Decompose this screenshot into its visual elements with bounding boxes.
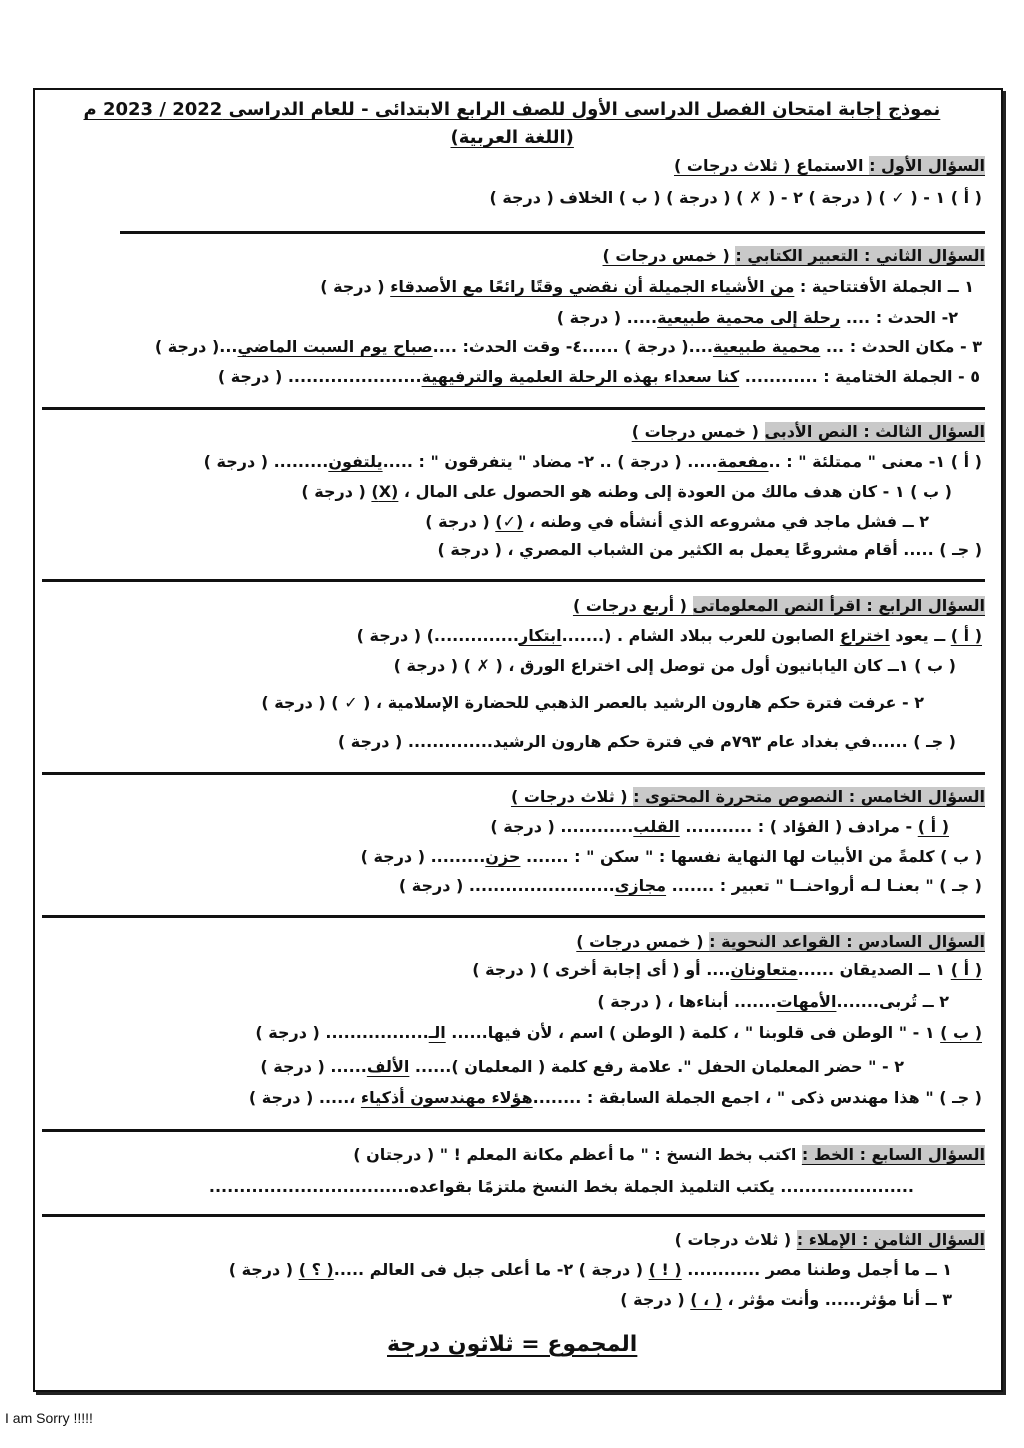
answer-line	[620, 1288, 952, 1312]
answer-text: ( أربع درجات )	[572, 596, 693, 615]
line-text: الصابون للعرب ببلاد الشام . (.......	[561, 626, 840, 645]
answer-line	[155, 335, 982, 359]
answer-text: محمية طبيعية	[712, 337, 821, 356]
question-header	[573, 594, 985, 618]
answer-text: الألف	[366, 1057, 410, 1076]
answer-line	[249, 1086, 982, 1110]
document-title	[84, 98, 941, 122]
answer-text: ( خمس درجات )	[631, 422, 765, 441]
question-header	[674, 154, 985, 178]
answer-line	[301, 480, 952, 504]
line-text: اكتب بخط النسخ : " ما أعظم مكانة المعلم ! " ( درجتان )	[353, 1145, 802, 1164]
line-text: ٢ - " حضر المعلمان الحفل ". علامة رفع كلمة ( المعلمان )......	[409, 1057, 904, 1076]
line-text: ( جـ ) " بعنـا لـه أرواحنــا " تعبير : .......	[666, 876, 982, 895]
line-text: ١ ــ ما أجمل وطننا مصر ............	[681, 1260, 952, 1279]
answer-text: ( ب )	[940, 1023, 982, 1042]
answer-line	[209, 1175, 914, 1199]
line-text: ( درجة )	[301, 482, 372, 501]
answer-text: الاستماع ( ثلاث درجات )	[673, 156, 870, 175]
section-divider	[42, 407, 985, 410]
question-header	[603, 244, 985, 268]
line-text: ١ ــ الجملة الأفتتاحية :	[794, 277, 974, 296]
answer-text: (✓)	[495, 512, 524, 531]
section-divider	[120, 231, 985, 234]
answer-text: ابتكار	[519, 626, 562, 645]
answer-text: رحلة إلى محمية طبيعية	[657, 308, 841, 327]
line-text: ( درجة )	[425, 512, 496, 531]
answer-line	[472, 958, 982, 982]
line-text: ............ ( درجة )	[490, 817, 634, 836]
answer-line	[255, 1021, 982, 1045]
answer-line	[425, 510, 929, 534]
question-title: السؤال الثالث : النص الأدبى	[764, 422, 985, 441]
line-text: ٢ ــ تُربى.......	[836, 992, 949, 1011]
section-divider	[42, 1129, 985, 1132]
line-text: ١ - " الوطن فى قلوبنا " ، كلمة ( الوطن ) اسم ، لأن فيها......	[445, 1023, 941, 1042]
question-header	[675, 1228, 985, 1252]
answer-line	[204, 450, 982, 474]
answer-text: يلتفون	[328, 452, 383, 471]
question-title: السؤال الأول :	[869, 156, 985, 175]
line-text: .... أو ( أى إجابة أخرى ) ( درجة )	[472, 960, 731, 979]
answer-text: ( ثلاث درجات )	[510, 787, 634, 806]
answer-text: ( أ )	[917, 817, 949, 836]
line-text: ( جـ ) " هذا مهندس ذكى " ، اجمع الجملة السابقة : ........	[532, 1088, 982, 1107]
answer-line	[320, 275, 974, 299]
question-title: السؤال الثاني : التعبير الكتابي :	[735, 246, 985, 265]
line-text: ...................... يكتب التلميذ الجملة بخط النسخ ملتزمًا بقواعده.................................	[208, 1177, 914, 1196]
question-title: السؤال الثامن : الإملاء :	[796, 1230, 985, 1249]
answer-text: الأمهات	[776, 992, 837, 1011]
answer-line	[490, 815, 949, 839]
answer-line	[261, 691, 924, 715]
line-text: ( أ ) ١- معنى " ممتلئة " : ..	[768, 452, 982, 471]
line-text: ..... ( درجة )	[556, 308, 658, 327]
answer-line	[361, 845, 982, 869]
line-text: ( أ ) ١ - ( ✓ ) ( درجة ) ٢ - ( ✗ ) ( درجة ) ( ب ) الخلاف ( درجة )	[489, 188, 982, 207]
answer-line	[218, 365, 980, 389]
answer-text: من الأشياء الجميلة أن نقضي وقتًا رائعًا مع الأصدقاء	[390, 277, 795, 296]
line-text: ( ب ) كلمةً من الأبيات لها النهاية نفسها : " سكن " : .......	[520, 847, 982, 866]
answer-text: مجازى	[614, 876, 667, 895]
answer-text: الـ	[428, 1023, 446, 1042]
line-text: ٢- الحدث : ....	[840, 308, 958, 327]
line-text: ،..... ( درجة )	[248, 1088, 361, 1107]
line-text: ( ب ) ١ - كان هدف مالك من العودة إلى وطنه هو الحصول على المال ،	[398, 482, 952, 501]
question-header	[511, 785, 985, 809]
section-divider	[42, 915, 985, 918]
document-subject	[451, 126, 574, 150]
answer-line	[489, 186, 982, 210]
answer-text: (اللغة العربية)	[450, 127, 574, 148]
answer-line	[437, 538, 982, 562]
section-divider	[42, 579, 985, 582]
line-text: ٥ - الجملة الختامية : ............	[739, 367, 980, 386]
line-text: ..............) ( درجة )	[356, 626, 520, 645]
line-text: ......... ( درجة )	[360, 847, 486, 866]
line-text: ــ يعود	[889, 626, 951, 645]
total-score	[387, 1333, 637, 1357]
answer-text: صباح يوم السبت الماضي	[237, 337, 433, 356]
answer-text: ( أ )	[950, 960, 982, 979]
answer-text: كنا سعداء بهذه الرحلة العلمية والترفيهية	[421, 367, 740, 386]
answer-text: ( خمس درجات )	[576, 932, 710, 951]
line-text: ٣ - مكان الحدث : ...	[820, 337, 982, 356]
line-text: ................. ( درجة )	[255, 1023, 429, 1042]
answer-text: المجموع = ثلاثون درجة	[387, 1332, 638, 1357]
line-text: ( ثلاث درجات )	[674, 1230, 797, 1249]
question-header	[576, 930, 985, 954]
line-text: - مرادف ( الفؤاد ) : ...........	[679, 817, 918, 836]
question-header	[353, 1143, 985, 1167]
line-text: ( درجة )	[320, 277, 391, 296]
answer-text: القلب	[633, 817, 680, 836]
section-divider	[42, 1214, 985, 1217]
line-text: ( ب ) ١ــ كان اليابانيون أول من توصل إلى اختراع الورق ، ( ✗ ) ( درجة )	[393, 656, 956, 675]
answer-line	[399, 874, 982, 898]
question-header	[632, 420, 985, 444]
answer-text: هؤلاء مهندسون أذكياء	[360, 1088, 533, 1107]
line-text: ١ ــ الصديقان ......	[797, 960, 951, 979]
answer-text: مفعمة	[717, 452, 769, 471]
answer-text: (X)	[371, 482, 399, 501]
line-text: ( درجة ) ٢- ما أعلى جبل فى العالم .....	[333, 1260, 649, 1279]
question-title: السؤال الرابع : اقرأ النص المعلوماتى	[692, 596, 985, 615]
line-text: ( درجة )	[228, 1260, 299, 1279]
line-text: ...... ( درجة )	[260, 1057, 367, 1076]
question-title: السؤال السادس : القواعد النحوية :	[709, 932, 985, 951]
answer-line	[557, 306, 958, 330]
section-divider	[42, 772, 985, 775]
question-title: السؤال السابع : الخط :	[801, 1145, 985, 1164]
answer-text: ( ، )	[690, 1290, 723, 1309]
answer-text: متعاونان	[730, 960, 798, 979]
line-text: ....... أبناءها ، ( درجة )	[597, 992, 777, 1011]
line-text: ٢ - عرفت فترة حكم هارون الرشيد بالعصر الذهبي للحضارة الإسلامية ، ( ✓ ) ( درجة )	[261, 693, 924, 712]
answer-text: ( ! )	[648, 1260, 682, 1279]
line-text: ( جـ ) ......في بغداد عام ٧٩٣م في فترة حكم هارون الرشيد.............. ( درجة )	[337, 732, 956, 751]
answer-text: نموذج إجابة امتحان الفصل الدراسى الأول للصف الرابع الابتدائى - للعام الدراسى 2022 / 2023 م	[83, 99, 941, 120]
answer-text: اختراع	[839, 626, 890, 645]
answer-line	[338, 730, 956, 754]
answer-text: ( أ )	[950, 626, 982, 645]
answer-text: ( ؟ )	[298, 1260, 334, 1279]
line-text: ......... ( درجة )	[203, 452, 329, 471]
answer-line	[597, 990, 949, 1014]
answer-line	[357, 624, 982, 648]
footer-note: I am Sorry !!!!!	[5, 1410, 93, 1426]
answer-text: حزن	[485, 847, 521, 866]
line-text: ...................... ( درجة )	[217, 367, 422, 386]
line-text: ........................ ( درجة )	[398, 876, 615, 895]
line-text: ٢ ــ فشل ماجد في مشروعه الذي أنشأه في وطنه ،	[523, 512, 929, 531]
answer-line	[394, 654, 956, 678]
line-text: ( درجة )	[620, 1290, 691, 1309]
answer-text: ( خمس درجات )	[602, 246, 736, 265]
answer-line	[260, 1055, 904, 1079]
line-text: ...( درجة )	[154, 337, 238, 356]
line-text: ..... ( درجة ) .. ٢- مضاد " يتفرقون " : .....	[382, 452, 718, 471]
line-text: ....( درجة ) ......٤- وقت الحدث: ....	[432, 337, 713, 356]
line-text: ( جـ ) ..... أقام مشروعًا يعمل به الكثير من الشباب المصري ، ( درجة )	[437, 540, 982, 559]
line-text: ٣ ــ أنا مؤثر...... وأنت مؤثر ،	[722, 1290, 952, 1309]
question-title: السؤال الخامس : النصوص متحررة المحتوى :	[633, 787, 985, 806]
answer-line	[229, 1258, 952, 1282]
